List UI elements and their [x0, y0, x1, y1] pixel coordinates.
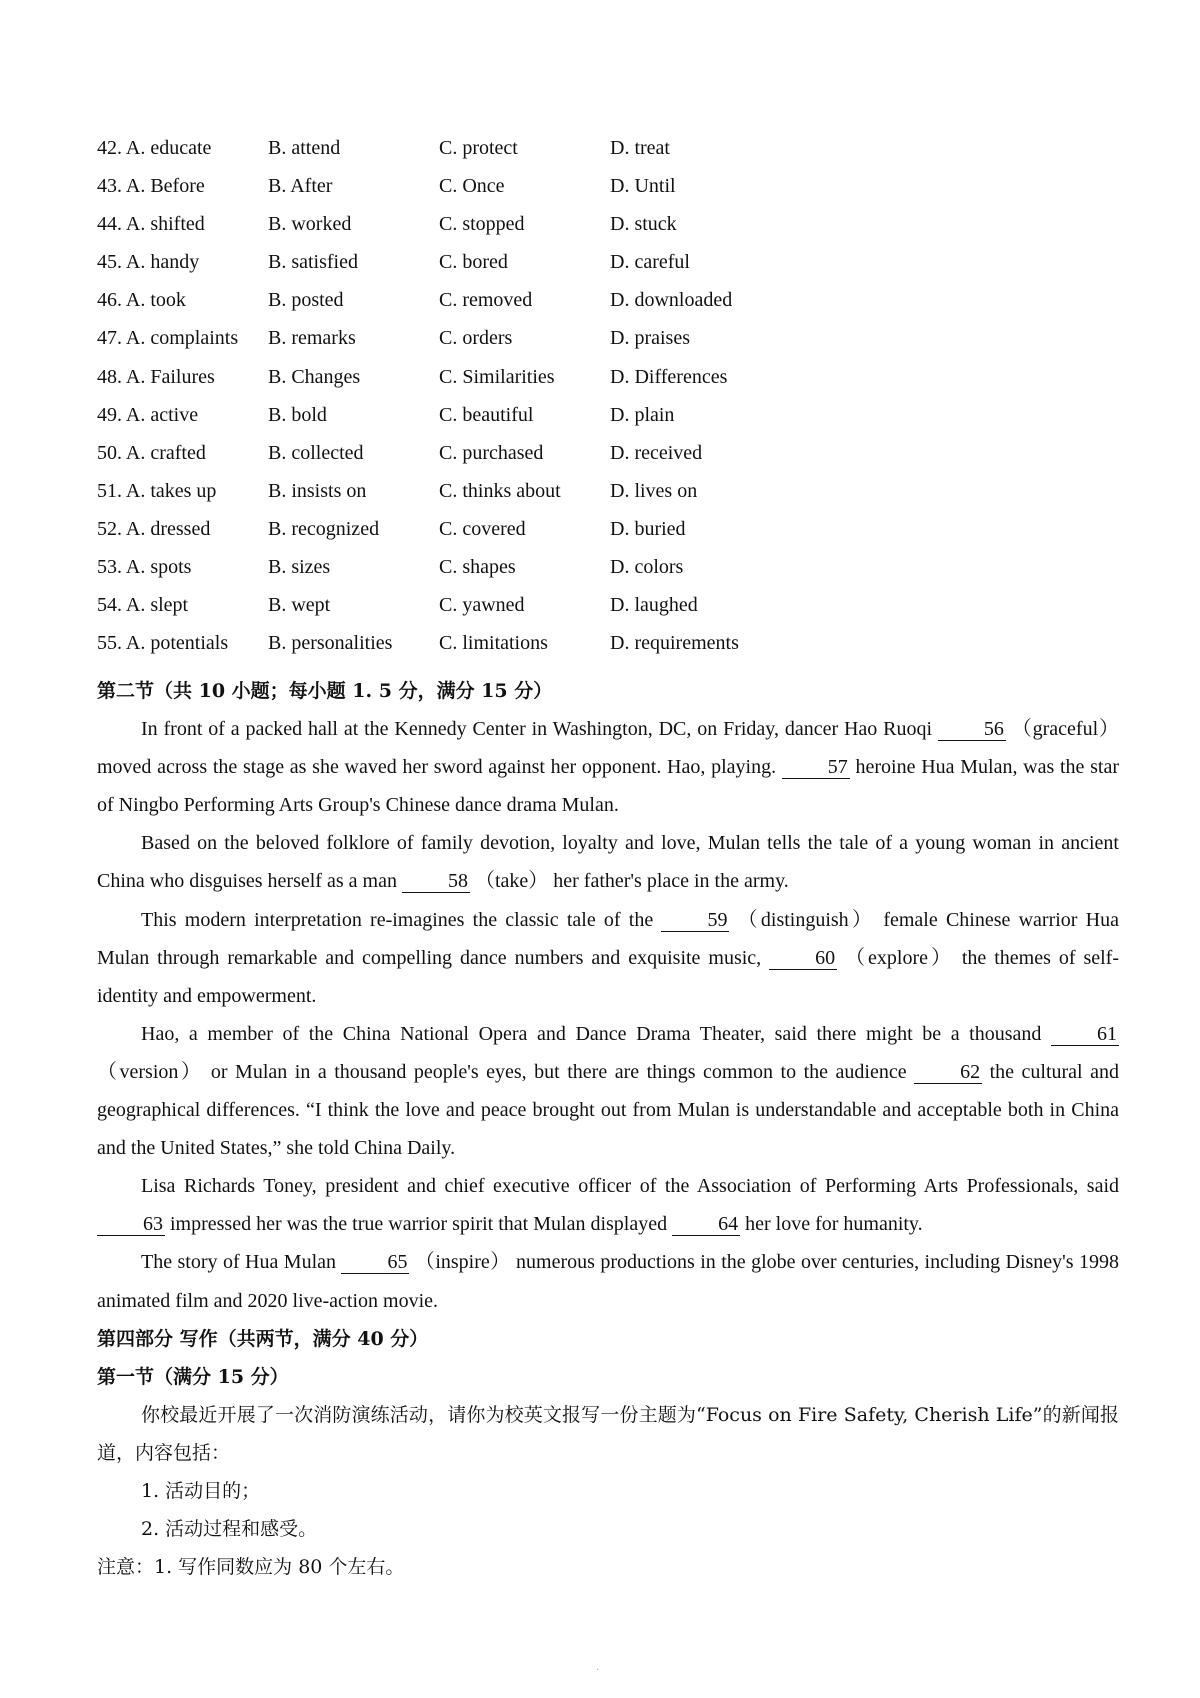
text: Hao, a member of the China National Opera and Dance Drama Theater, said there might be a thousand	[141, 1022, 1051, 1045]
blank-62[interactable]: 62	[914, 1061, 982, 1084]
option-c[interactable]: C. limitations	[439, 632, 548, 655]
text: （graceful）moved across the stage as she waved her sword against her opponent. Hao, playing.	[97, 718, 1119, 779]
content-block	[97, 672, 1119, 1586]
option-a[interactable]: 48. A. Failures	[97, 365, 215, 388]
text: Based on the beloved folklore of family devotion, loyalty and love, Mulan tells the tale of a young woman in ancient China who disguises herself as a man	[97, 832, 1119, 893]
option-row	[97, 212, 797, 250]
option-a[interactable]: 52. A. dressed	[97, 517, 211, 540]
option-a[interactable]: 43. A. Before	[97, 175, 205, 198]
option-d[interactable]: D. buried	[610, 517, 686, 540]
option-row	[97, 441, 797, 479]
option-a[interactable]: 54. A. slept	[97, 594, 189, 617]
option-b[interactable]: B. satisfied	[268, 251, 358, 274]
blank-61[interactable]: 61	[1051, 1023, 1119, 1046]
option-b[interactable]: B. personalities	[268, 632, 393, 655]
option-d[interactable]: D. Until	[610, 175, 676, 198]
text: （explore） the themes of self-identity and empowerment.	[97, 946, 1119, 1007]
option-c[interactable]: C. thinks about	[439, 479, 561, 502]
option-b[interactable]: B. insists on	[268, 479, 367, 502]
option-c[interactable]: C. shapes	[439, 556, 516, 579]
option-row	[97, 403, 797, 441]
option-row	[97, 555, 797, 593]
part-heading: 第四部分 写作（共两节，满分 40 分）	[97, 1327, 429, 1350]
blank-59[interactable]: 59	[661, 909, 729, 932]
blank-56[interactable]: 56	[938, 718, 1006, 741]
option-b[interactable]: B. recognized	[268, 517, 380, 540]
option-table	[97, 136, 797, 669]
option-a[interactable]: 51. A. takes up	[97, 479, 217, 502]
prompt-item-2: 2. 活动过程和感受。	[141, 1518, 318, 1541]
text: impressed her was the true warrior spirit that Mulan displayed	[165, 1213, 673, 1236]
option-a[interactable]: 49. A. active	[97, 403, 199, 426]
option-a[interactable]: 42. A. educate	[97, 137, 212, 159]
option-c[interactable]: C. removed	[439, 289, 533, 312]
option-d[interactable]: D. praises	[610, 327, 690, 350]
paragraph-2	[97, 824, 1119, 900]
option-d[interactable]: D. lives on	[610, 479, 698, 502]
blank-57[interactable]: 57	[782, 756, 850, 779]
option-c[interactable]: C. beautiful	[439, 403, 534, 426]
option-d[interactable]: D. stuck	[610, 213, 677, 236]
text: heroine Hua Mulan, was the star of Ningbo Performing Arts Group's Chinese dance drama Mulan.	[97, 756, 1119, 817]
option-a[interactable]: 47. A. complaints	[97, 327, 239, 350]
option-c[interactable]: C. protect	[439, 137, 518, 159]
option-d[interactable]: D. careful	[610, 251, 690, 274]
paragraph-3	[97, 901, 1119, 1015]
blank-64[interactable]: 64	[672, 1213, 740, 1236]
text: （distinguish） female Chinese warrior Hua Mulan through remarkable and compelling dance numbers and exquisite music,	[97, 908, 1119, 969]
option-row	[97, 174, 797, 212]
page-mark: ·	[596, 1665, 600, 1676]
writing-prompt: 你校最近开展了一次消防演练活动，请你为校英文报写一份主题为“Focus on Fire Safety, Cherish Life”的新闻报道，内容包括：	[97, 1403, 1119, 1464]
section-heading: 第二节（共 10 小题；每小题 1. 5 分，满分 15 分）	[97, 680, 553, 702]
option-row	[97, 250, 797, 288]
text: （version） or Mulan in a thousand people's eyes, but there are things common to the audience	[97, 1060, 915, 1083]
option-b[interactable]: B. collected	[268, 441, 364, 464]
text: the cultural and geographical differences. “I think the love and peace brought out from Mulan is understandable and acceptable both in China and the United States,” she told China Daily.	[97, 1060, 1119, 1160]
option-d[interactable]: D. downloaded	[610, 289, 733, 312]
option-row	[97, 593, 797, 631]
option-a[interactable]: 46. A. took	[97, 289, 186, 312]
option-d[interactable]: D. colors	[610, 556, 684, 579]
option-b[interactable]: B. sizes	[268, 556, 331, 579]
option-b[interactable]: B. bold	[268, 403, 327, 426]
option-a[interactable]: 45. A. handy	[97, 251, 200, 274]
option-b[interactable]: B. attend	[268, 137, 341, 159]
prompt-item-1: 1. 活动目的；	[141, 1479, 261, 1502]
option-d[interactable]: D. Differences	[610, 365, 728, 388]
paragraph-1	[97, 710, 1119, 824]
paragraph-5	[97, 1167, 1119, 1243]
option-row	[97, 365, 797, 403]
option-d[interactable]: D. laughed	[610, 594, 698, 617]
option-d[interactable]: D. treat	[610, 137, 670, 159]
option-c[interactable]: C. Similarities	[439, 365, 555, 388]
option-a[interactable]: 50. A. crafted	[97, 441, 206, 464]
text: Lisa Richards Toney, president and chief executive officer of the Association of Performing Arts Professionals, said	[141, 1175, 1119, 1198]
option-row	[97, 631, 797, 669]
writing-note: 注意：1. 写作同数应为 80 个左右。	[97, 1556, 405, 1579]
option-row	[97, 288, 797, 326]
option-row	[97, 517, 797, 555]
text: her love for humanity.	[740, 1213, 923, 1236]
paragraph-6	[97, 1243, 1119, 1319]
option-d[interactable]: D. plain	[610, 403, 675, 426]
blank-58[interactable]: 58	[402, 870, 470, 893]
option-c[interactable]: C. stopped	[439, 213, 525, 236]
blank-65[interactable]: 65	[341, 1251, 409, 1274]
option-b[interactable]: B. After	[268, 175, 333, 198]
option-a[interactable]: 53. A. spots	[97, 556, 192, 579]
option-c[interactable]: C. bored	[439, 251, 508, 274]
option-d[interactable]: D. requirements	[610, 632, 739, 655]
option-b[interactable]: B. posted	[268, 289, 344, 312]
option-c[interactable]: C. covered	[439, 517, 526, 540]
option-row	[97, 136, 797, 174]
option-b[interactable]: B. wept	[268, 594, 331, 617]
text: This modern interpretation re-imagines the classic tale of the	[141, 908, 662, 931]
option-row	[97, 479, 797, 517]
text: In front of a packed hall at the Kennedy Center in Washington, DC, on Friday, dancer Hao Ruoqi	[141, 718, 938, 741]
option-b[interactable]: B. worked	[268, 213, 352, 236]
option-a[interactable]: 44. A. shifted	[97, 213, 205, 236]
option-c[interactable]: C. purchased	[439, 441, 544, 464]
option-c[interactable]: C. orders	[439, 327, 513, 350]
option-c[interactable]: C. Once	[439, 175, 505, 198]
option-b[interactable]: B. Changes	[268, 365, 361, 388]
option-b[interactable]: B. remarks	[268, 327, 356, 350]
text: （take） her father's place in the army.	[469, 870, 789, 893]
option-row	[97, 326, 797, 364]
subsection-heading: 第一节（满分 15 分）	[97, 1365, 289, 1388]
text: The story of Hua Mulan	[141, 1251, 342, 1274]
option-d[interactable]: D. received	[610, 441, 703, 464]
option-a[interactable]: 55. A. potentials	[97, 632, 229, 655]
blank-60[interactable]: 60	[769, 947, 837, 970]
option-c[interactable]: C. yawned	[439, 594, 525, 617]
text: （inspire） numerous productions in the globe over centuries, including Disney's 1998 animated film and 2020 live-action movie.	[97, 1251, 1119, 1312]
blank-63[interactable]: 63	[97, 1213, 165, 1236]
paragraph-4	[97, 1015, 1119, 1167]
